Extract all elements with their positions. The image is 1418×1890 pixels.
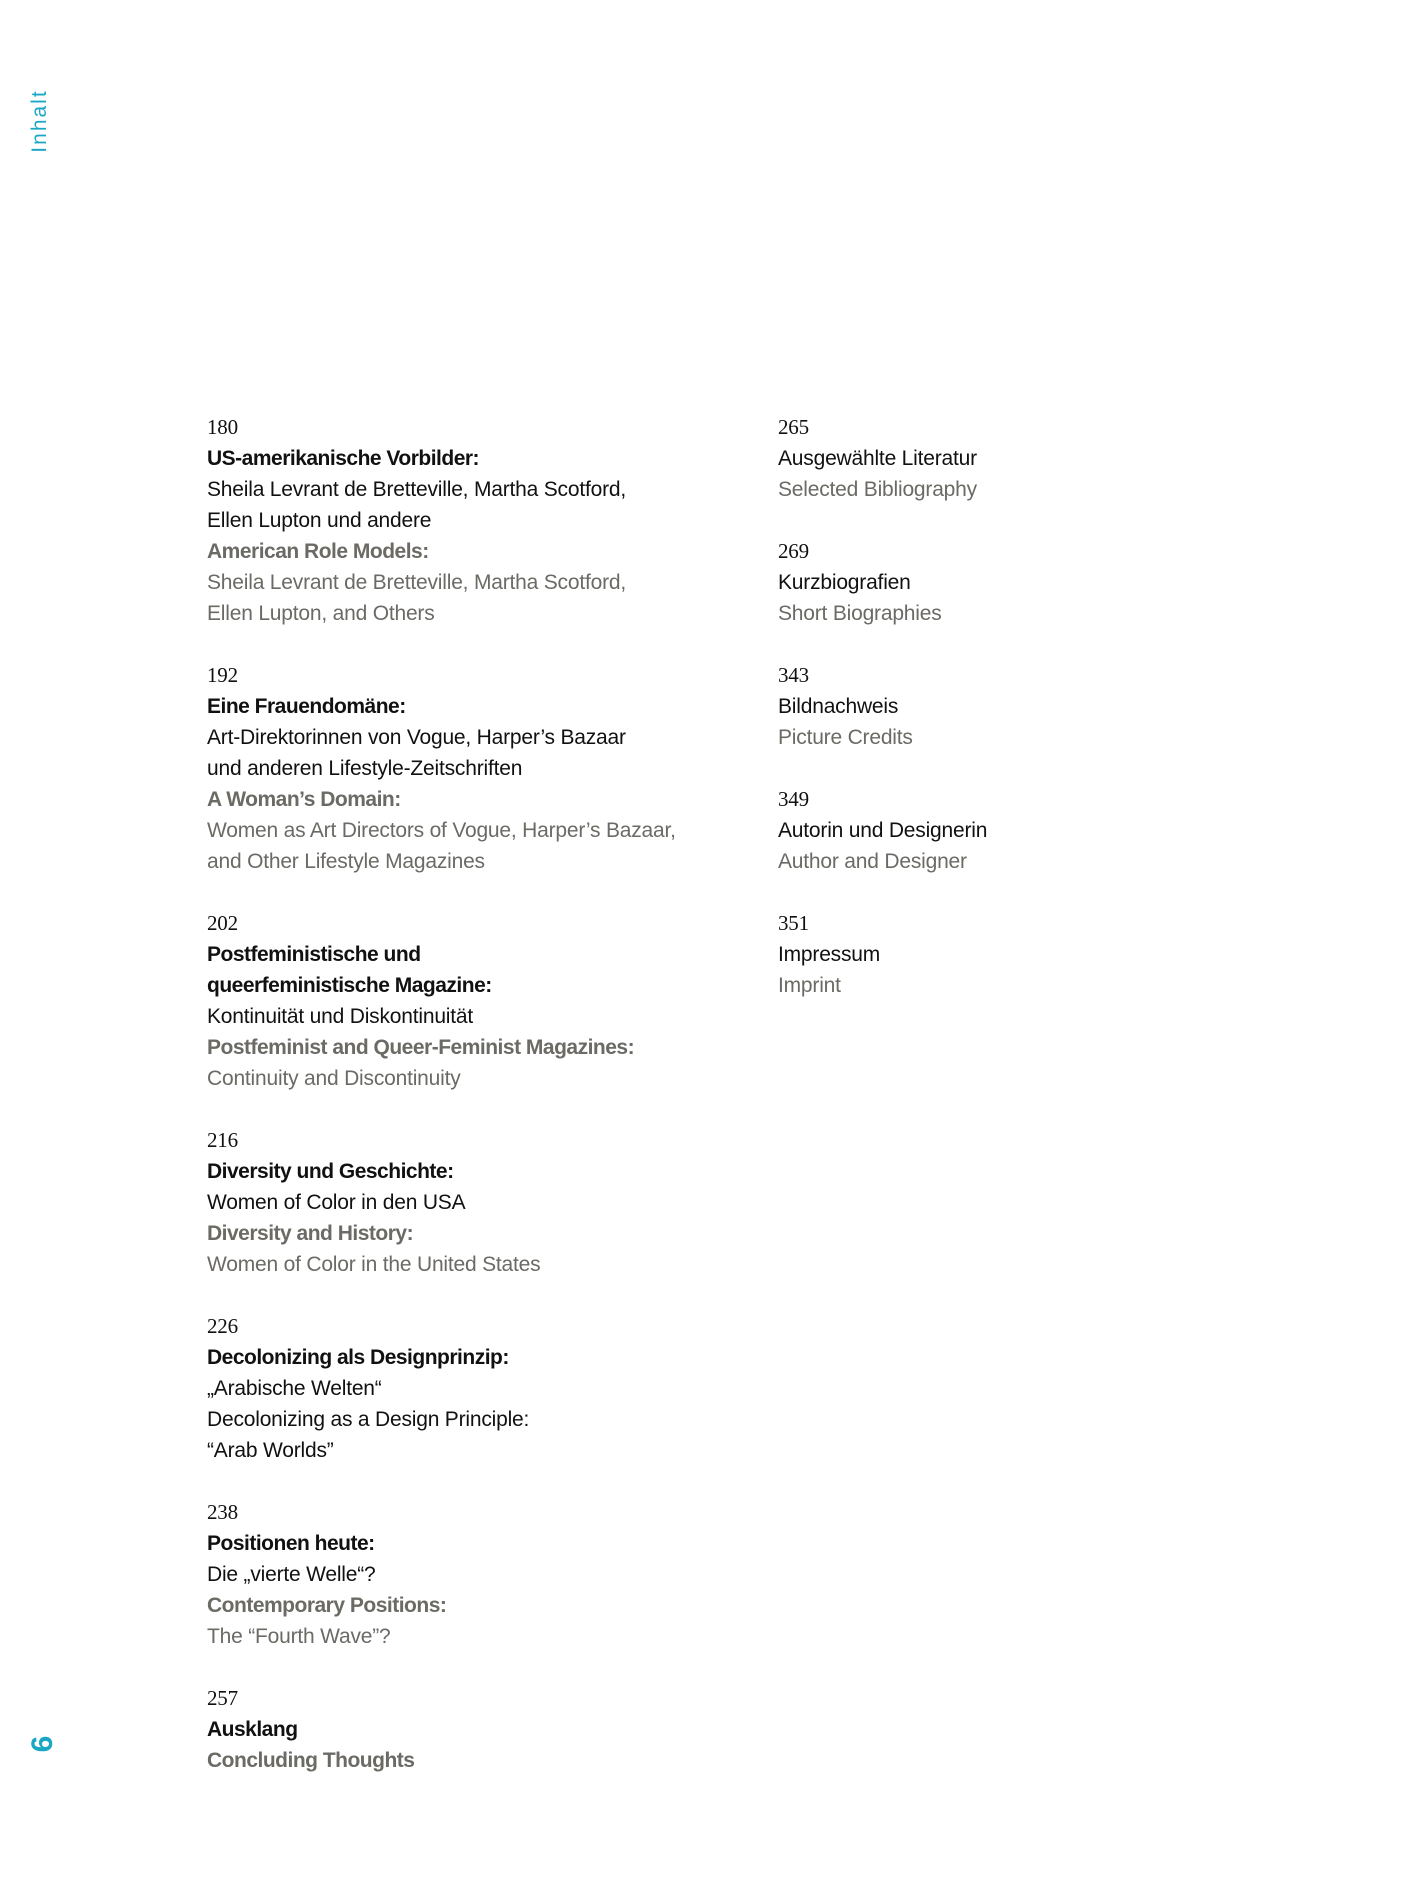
toc-title-german: US-amerikanische Vorbilder:: [207, 447, 480, 470]
toc-entry[interactable]: [778, 660, 1138, 753]
section-label: [28, 84, 52, 158]
toc-title-german: Decolonizing as a Design Principle:: [207, 1408, 530, 1431]
toc-page-number: 202: [207, 911, 238, 935]
toc-title-english: and Other Lifestyle Magazines: [207, 850, 485, 873]
toc-title-english: American Role Models:: [207, 540, 429, 563]
toc-page-number: 351: [778, 911, 809, 935]
toc-title-german: Bildnachweis: [778, 695, 899, 718]
toc-left-column: [207, 412, 747, 1807]
toc-title-german: Ausklang: [207, 1718, 298, 1741]
toc-title-german: „Arabische Welten“: [207, 1377, 382, 1400]
toc-title-german: Ausgewählte Literatur: [778, 447, 977, 470]
toc-title-english: Author and Designer: [778, 850, 967, 873]
toc-title-german: Eine Frauendomäne:: [207, 695, 406, 718]
toc-page-number: 257: [207, 1686, 238, 1710]
toc-title-english: A Woman’s Domain:: [207, 788, 401, 811]
toc-entry[interactable]: [207, 1497, 747, 1652]
toc-page-number: 265: [778, 415, 809, 439]
section-label-text: Inhalt: [28, 89, 51, 153]
toc-title-english: Concluding Thoughts: [207, 1749, 415, 1772]
toc-title-german: Sheila Levrant de Bretteville, Martha Scotford,: [207, 478, 626, 501]
toc-page-number: 349: [778, 787, 809, 811]
toc-title-german: Autorin und Designerin: [778, 819, 988, 842]
toc-page-number: 269: [778, 539, 809, 563]
toc-title-english: Ellen Lupton, and Others: [207, 602, 435, 625]
toc-entry[interactable]: [778, 536, 1138, 629]
toc-entry[interactable]: [778, 908, 1138, 1001]
toc-title-german: Diversity und Geschichte:: [207, 1160, 454, 1183]
toc-title-german: Impressum: [778, 943, 881, 966]
toc-title-german: queerfeministische Magazine:: [207, 974, 492, 997]
toc-title-german: und anderen Lifestyle-Zeitschriften: [207, 757, 523, 780]
toc-title-english: Imprint: [778, 974, 841, 997]
toc-page-number: 180: [207, 415, 238, 439]
toc-title-english: Selected Bibliography: [778, 478, 977, 501]
toc-title-english: Short Biographies: [778, 602, 942, 625]
toc-page-number: 226: [207, 1314, 238, 1338]
toc-title-german: Kurzbiografien: [778, 571, 911, 594]
toc-title-german: Women of Color in den USA: [207, 1191, 466, 1214]
toc-page-number: 343: [778, 663, 809, 687]
toc-title-english: Diversity and History:: [207, 1222, 414, 1245]
toc-page-number: 216: [207, 1128, 238, 1152]
toc-right-column: [778, 412, 1138, 1032]
toc-title-german: Decolonizing als Designprinzip:: [207, 1346, 509, 1369]
toc-entry[interactable]: [207, 412, 747, 629]
toc-title-english: Continuity and Discontinuity: [207, 1067, 461, 1090]
toc-entry[interactable]: [207, 1683, 747, 1776]
toc-title-german: Die „vierte Welle“?: [207, 1563, 376, 1586]
toc-title-german: Postfeministische und: [207, 943, 421, 966]
toc-title-german: Positionen heute:: [207, 1532, 375, 1555]
page-number-text: 6: [26, 1735, 59, 1753]
toc-title-german: Kontinuität und Diskontinuität: [207, 1005, 474, 1028]
toc-title-german: “Arab Worlds”: [207, 1439, 334, 1462]
toc-title-english: Contemporary Positions:: [207, 1594, 447, 1617]
toc-entry[interactable]: [207, 1311, 747, 1466]
toc-title-english: Women as Art Directors of Vogue, Harper’s Bazaar,: [207, 819, 676, 842]
toc-title-english: Picture Credits: [778, 726, 913, 749]
toc-page-number: 238: [207, 1500, 238, 1524]
toc-page-number: 192: [207, 663, 238, 687]
toc-title-english: Postfeminist and Queer-Feminist Magazines:: [207, 1036, 635, 1059]
toc-entry[interactable]: [207, 908, 747, 1094]
toc-title-german: Ellen Lupton und andere: [207, 509, 432, 532]
page-number: [26, 1728, 59, 1760]
toc-entry[interactable]: [778, 784, 1138, 877]
toc-title-english: The “Fourth Wave”?: [207, 1625, 391, 1648]
toc-title-english: Women of Color in the United States: [207, 1253, 541, 1276]
toc-title-english: Sheila Levrant de Bretteville, Martha Scotford,: [207, 571, 626, 594]
toc-entry[interactable]: [207, 660, 747, 877]
toc-entry[interactable]: [778, 412, 1138, 505]
toc-entry[interactable]: [207, 1125, 747, 1280]
toc-title-german: Art-Direktorinnen von Vogue, Harper’s Bazaar: [207, 726, 626, 749]
